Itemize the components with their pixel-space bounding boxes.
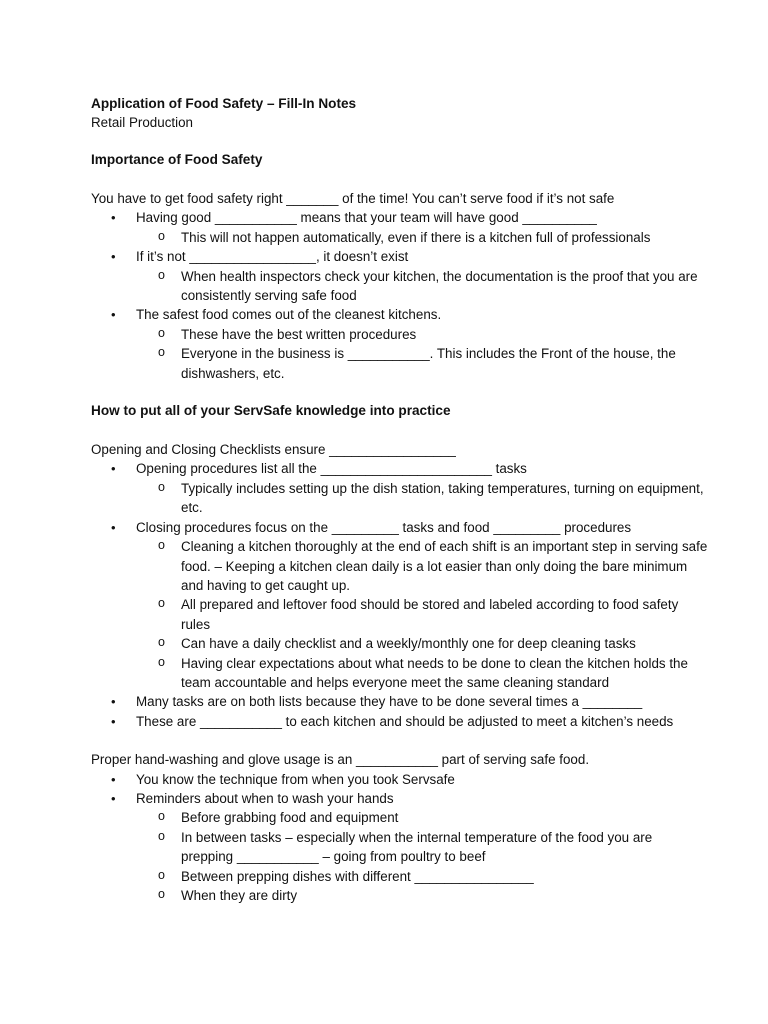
list-item: o Having clear expectations about what needs to be done to clean the kitchen holds the team accountable and helps everyone meet the same cleaning standard (91, 654, 708, 693)
list-item: o These have the best written procedures (91, 325, 708, 344)
document-title: Application of Food Safety – Fill-In Notes (91, 96, 357, 111)
list-item: o In between tasks – especially when the internal temperature of the food you are prepping ___________ – going from poultry to beef (91, 828, 708, 867)
list-item: o When health inspectors check your kitchen, the documentation is the proof that you are consistently serving safe food (91, 267, 708, 306)
list-item: • These are ___________ to each kitchen and should be adjusted to meet a kitchen’s needs (91, 712, 708, 731)
section-heading-practice: How to put all of your ServSafe knowledge into practice (91, 403, 451, 419)
list-item: o Everyone in the business is ___________. This includes the Front of the house, the dishwashers, etc. (91, 344, 708, 383)
list-item: • Opening procedures list all the _______________________ tasks (91, 459, 708, 478)
notes-list-handwashing (91, 770, 708, 906)
list-item: • Reminders about when to wash your hands (91, 789, 708, 808)
list-item: o All prepared and leftover food should be stored and labeled according to food safety rules (91, 595, 708, 634)
list-item: o Cleaning a kitchen thoroughly at the end of each shift is an important step in serving safe food. – Keeping a kitchen clean daily is a lot easier than only doing the bare minimum and having to get caught up. (91, 537, 708, 595)
list-item: • Many tasks are on both lists because they have to be done several times a ________ (91, 692, 708, 711)
section-intro-importance: You have to get food safety right _______ of the time! You can’t serve food if it’s not safe (91, 191, 615, 206)
list-item: o Between prepping dishes with different ________________ (91, 867, 708, 886)
list-item: • The safest food comes out of the cleanest kitchens. (91, 305, 708, 324)
section-intro-checklists: Opening and Closing Checklists ensure _________________ (91, 442, 456, 458)
section-intro-handwashing: Proper hand-washing and glove usage is an ___________ part of serving safe food. (91, 752, 590, 768)
list-item: • Closing procedures focus on the _________ tasks and food _________ procedures (91, 518, 708, 537)
document-subtitle: Retail Production (91, 115, 193, 130)
list-item: o Can have a daily checklist and a weekly/monthly one for deep cleaning tasks (91, 634, 708, 653)
notes-list-checklists (91, 459, 708, 731)
list-item: • Having good ___________ means that your team will have good __________ (91, 208, 708, 227)
list-item: o When they are dirty (91, 886, 708, 905)
list-item: • If it’s not _________________, it doesn’t exist (91, 247, 708, 266)
section-heading-importance: Importance of Food Safety (91, 152, 263, 167)
notes-list-importance (91, 208, 708, 383)
list-item: o Typically includes setting up the dish station, taking temperatures, turning on equipment, etc. (91, 479, 708, 518)
list-item: o This will not happen automatically, even if there is a kitchen full of professionals (91, 228, 708, 247)
list-item: o Before grabbing food and equipment (91, 808, 708, 827)
list-item: • You know the technique from when you took Servsafe (91, 770, 708, 789)
